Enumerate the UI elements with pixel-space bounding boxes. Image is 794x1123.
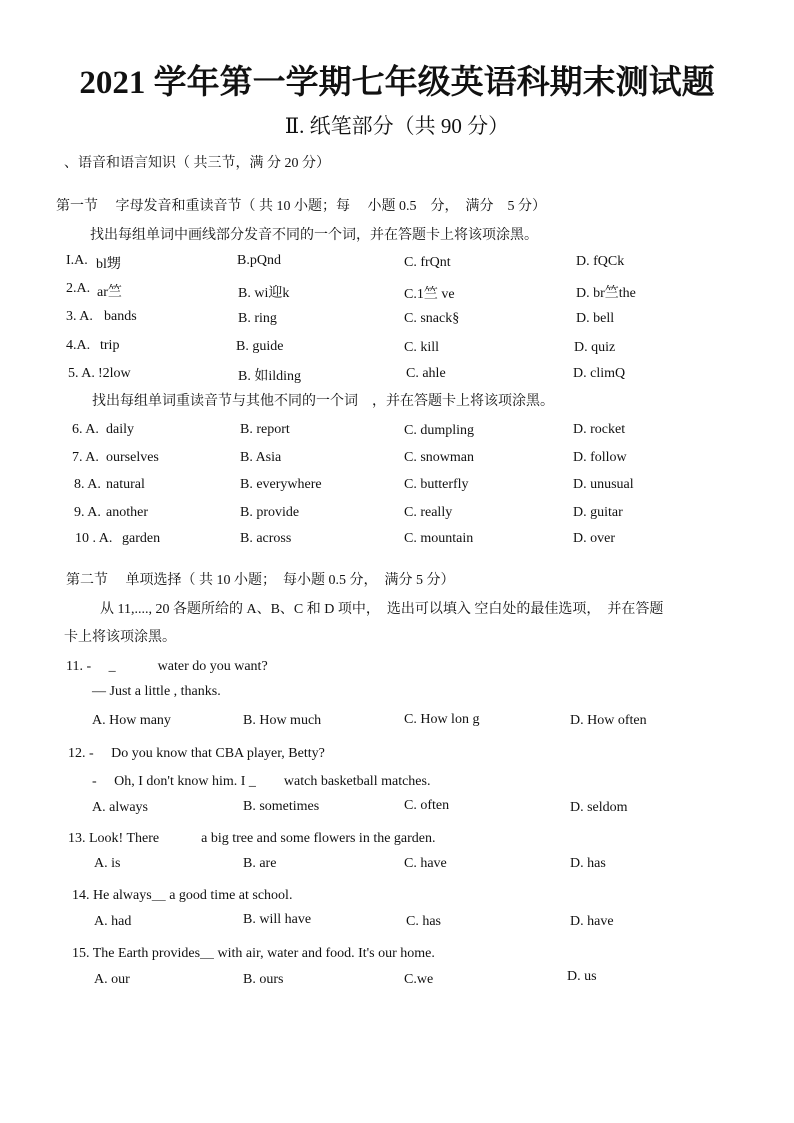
question-number: 8. A. — [74, 477, 101, 492]
part1-heading: 、语音和语言知识（ 共三节，满 分 20 分） — [64, 156, 330, 171]
option-a: A. always — [92, 800, 148, 815]
option-c: C. have — [404, 856, 447, 871]
option-a: trip — [100, 338, 120, 353]
question-stem: 11. - _ water do you want? — [66, 659, 268, 674]
option-b: B. Asia — [240, 450, 282, 465]
question-response: — Just a little , thanks. — [92, 684, 221, 699]
section2-instruction-line2: 卡上将该项涂黑。 — [64, 630, 176, 645]
option-c: C. mountain — [404, 531, 474, 546]
section1-instruction-b: 找出每组单词重读音节与其他不同的一个词 ，并在答题卡上将该项涂黑。 — [92, 394, 554, 409]
question-number: 10 . A. — [75, 531, 113, 546]
option-d: D. seldom — [570, 800, 628, 815]
question-number: 7. A. — [72, 450, 99, 465]
option-a: bands — [104, 309, 137, 324]
option-d: D. has — [570, 856, 606, 871]
question-number: 2.A. — [66, 281, 91, 296]
option-c: C. snack§ — [404, 311, 460, 326]
option-c: C. really — [404, 505, 453, 520]
option-d: D. guitar — [573, 505, 623, 520]
option-c: C. snowman — [404, 450, 474, 465]
option-d: D. br竺the — [576, 286, 636, 301]
option-d: D. bell — [576, 311, 615, 326]
option-b: B. wi迎k — [238, 286, 290, 301]
option-d: D. have — [570, 914, 614, 929]
option-b: B.pQnd — [237, 253, 281, 268]
question-number: 5. A. — [68, 366, 95, 381]
option-b: B. provide — [240, 505, 300, 520]
option-d: D. follow — [573, 450, 627, 465]
option-c: C. often — [404, 798, 450, 813]
option-a: A. is — [94, 856, 121, 871]
option-a: ar竺 — [97, 285, 122, 300]
section2-instruction-line1: 从 11,...., 20 各题所给的 A、B、C 和 D 项中， 选出可以填入 空白处的最佳选项， 并在答题 — [100, 602, 664, 617]
option-d: D. unusual — [573, 477, 634, 492]
option-c: C. frQnt — [404, 255, 451, 270]
option-b: B. sometimes — [243, 799, 320, 814]
option-d: D. over — [573, 531, 615, 546]
option-a: daily — [106, 422, 134, 437]
option-d: D. us — [567, 969, 597, 984]
option-b: B. will have — [243, 912, 312, 927]
question-number: 4.A. — [66, 338, 91, 353]
option-b: B. across — [240, 531, 292, 546]
option-a: bl甥 — [96, 257, 121, 272]
section1-instruction-a: 找出每组单词中画线部分发音不同的一个词，并在答题卡上将该项涂黑。 — [90, 228, 538, 243]
question-stem: 15. The Earth provides＿ with air, water and food. It's our home. — [72, 946, 435, 961]
paper-section-title: Ⅱ. 纸笔部分（共 90 分） — [284, 114, 510, 138]
option-c: C. has — [406, 914, 441, 929]
option-b: B. everywhere — [240, 477, 322, 492]
option-a: A. our — [94, 972, 130, 987]
option-b: B. How much — [243, 713, 322, 728]
question-response: - Oh, I don't know him. I _ watch basketball matches. — [92, 774, 431, 789]
option-c: C. dumpling — [404, 423, 475, 438]
option-d: D. quiz — [574, 340, 616, 355]
option-d: D. How often — [570, 713, 647, 728]
option-d: D. rocket — [573, 422, 626, 437]
option-b: B. 如ilding — [238, 369, 302, 384]
exam-title: 2021 学年第一学期七年级英语科期末测试题 — [79, 65, 715, 101]
option-a: another — [106, 505, 148, 520]
question-number: I.A. — [66, 253, 88, 268]
option-c: C. butterfly — [404, 477, 469, 492]
question-number: 3. A. — [66, 309, 93, 324]
option-c: C. kill — [404, 340, 440, 355]
option-c: C. ahle — [406, 366, 446, 381]
option-d: D. climQ — [573, 366, 626, 381]
question-number: 9. A. — [74, 505, 101, 520]
option-c: C. How lon g — [404, 712, 480, 727]
option-b: B. are — [243, 856, 277, 871]
option-a: garden — [122, 531, 161, 546]
option-d: D. fQCk — [576, 254, 625, 269]
option-c: C.we — [404, 972, 434, 987]
section1-heading: 第一节 字母发音和重读音节（ 共 10 小题；每 小题 0.5 分， 满分 5 分） — [56, 199, 546, 214]
question-stem: 12. - Do you know that CBA player, Betty? — [68, 746, 325, 761]
option-b: B. guide — [236, 339, 284, 354]
section2-heading: 第二节 单项选择（ 共 10 小题； 每小题 0.5 分， 满分 5 分） — [66, 573, 455, 588]
option-b: B. ring — [238, 311, 277, 326]
option-a: !2low — [98, 366, 131, 381]
question-stem: 13. Look! There a big tree and some flowers in the garden. — [68, 831, 436, 846]
option-a: A. How many — [92, 713, 171, 728]
question-number: 6. A. — [72, 422, 99, 437]
option-a: A. had — [94, 914, 132, 929]
option-c: C.1竺 ve — [404, 287, 455, 302]
question-stem: 14. He always＿ a good time at school. — [72, 888, 293, 903]
option-b: B. ours — [243, 972, 284, 987]
option-b: B. report — [240, 422, 290, 437]
option-a: natural — [106, 477, 145, 492]
option-a: ourselves — [106, 450, 159, 465]
